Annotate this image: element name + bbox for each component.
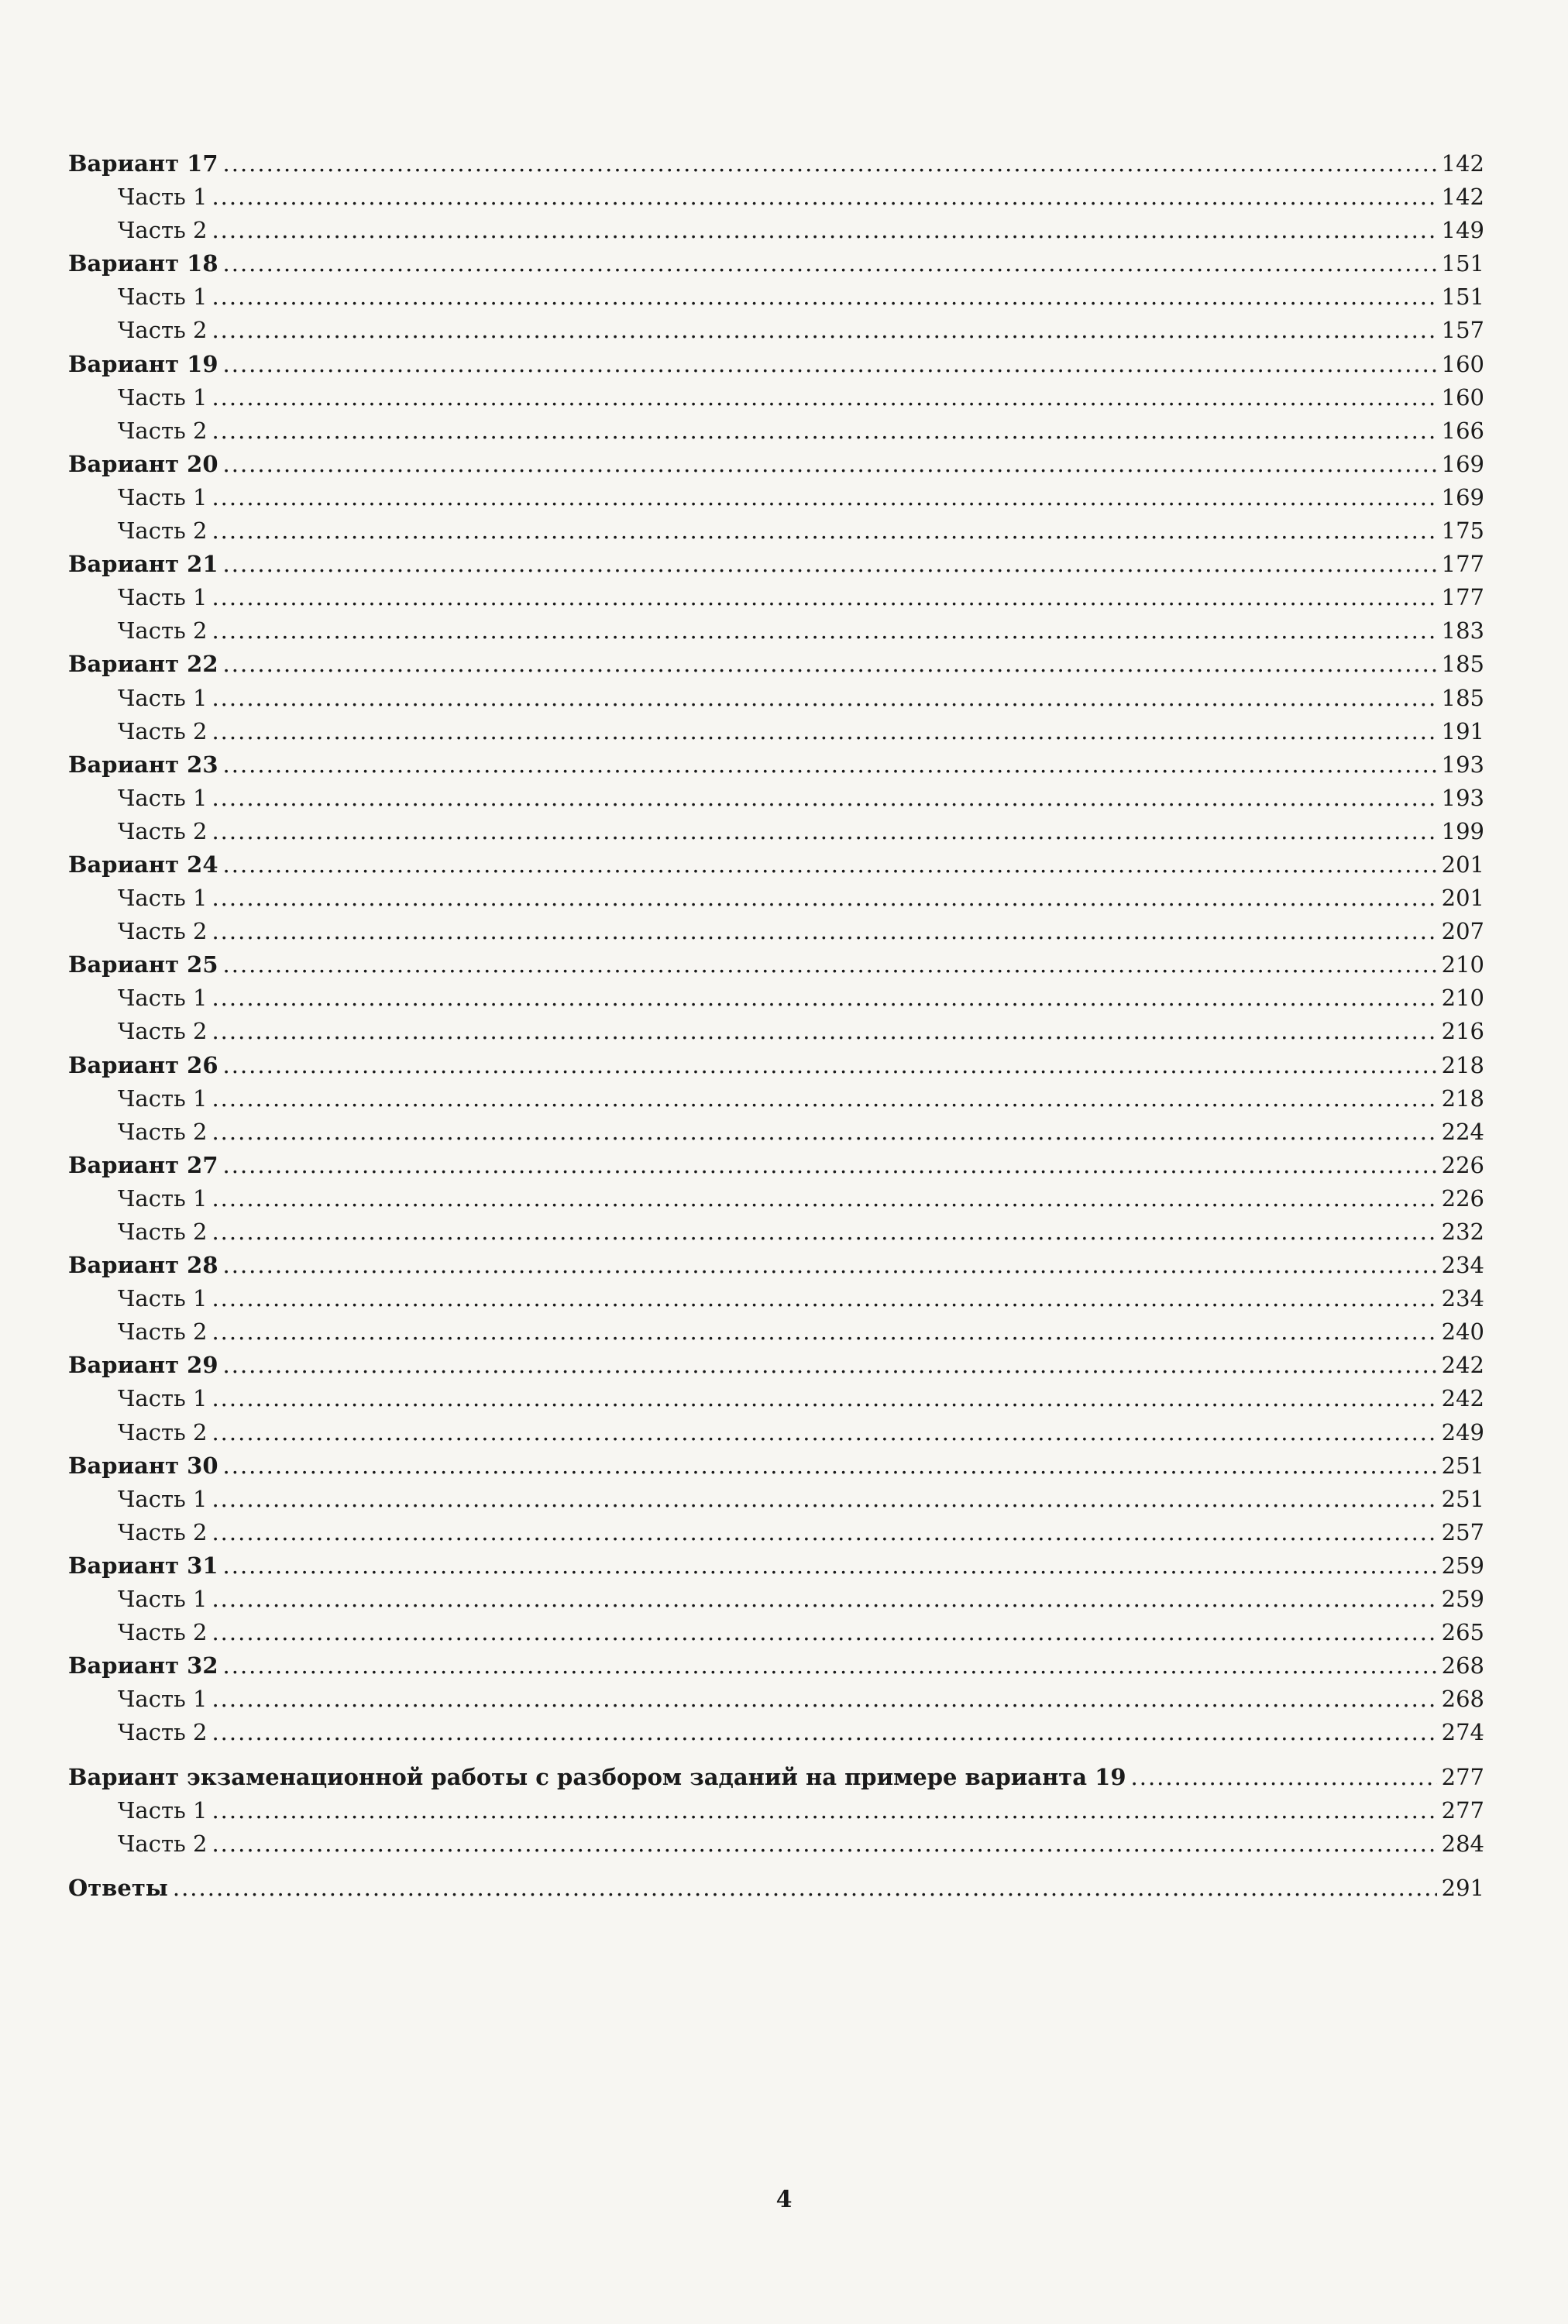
toc-entry-page: 149 [1441, 217, 1484, 244]
toc-entry-variant [68, 1449, 1484, 1483]
toc-entry-label: Вариант 31 [68, 1552, 218, 1579]
toc-entry-page: 251 [1441, 1485, 1484, 1512]
toc-entry-variant [68, 1549, 1484, 1583]
toc-entry-variant [68, 448, 1484, 481]
toc-entry-page: 193 [1441, 784, 1484, 811]
dot-leader [211, 882, 1436, 915]
toc-entry-part [68, 614, 1484, 648]
toc-entry-page: 277 [1441, 1763, 1484, 1790]
toc-entry-variant [68, 748, 1484, 782]
dot-leader [223, 1049, 1437, 1082]
toc-entry-part [68, 1616, 1484, 1649]
toc-entry-part [68, 1483, 1484, 1516]
toc-entry-label: Часть 2 [118, 417, 208, 444]
toc-entry-part [68, 1683, 1484, 1716]
toc-entry-label: Вариант 24 [68, 851, 218, 878]
toc-entry-variant [68, 948, 1484, 982]
toc-entry-page: 265 [1441, 1619, 1484, 1646]
dot-leader [1131, 1761, 1437, 1794]
toc-entry-page: 185 [1441, 684, 1484, 711]
toc-entry-page: 218 [1441, 1051, 1484, 1078]
toc-entry-label: Вариант 20 [68, 450, 218, 477]
toc-entry-label: Часть 2 [118, 918, 208, 945]
dot-leader [211, 280, 1436, 314]
toc-entry-label: Часть 2 [118, 717, 208, 744]
toc-entry-label: Часть 2 [118, 1318, 208, 1346]
toc-entry-part [68, 982, 1484, 1015]
toc-entry-page: 191 [1441, 717, 1484, 744]
toc-entry-label: Вариант 25 [68, 951, 218, 978]
dot-leader [211, 815, 1436, 848]
toc-entry-label: Часть 1 [118, 383, 208, 411]
toc-entry-label: Часть 1 [118, 584, 208, 611]
toc-entry-label: Вариант 26 [68, 1051, 218, 1078]
dot-leader [211, 915, 1436, 948]
dot-leader [223, 748, 1437, 782]
toc-entry-part [68, 682, 1484, 715]
toc-entry-part [68, 414, 1484, 448]
dot-leader [211, 514, 1436, 548]
toc-entry-page: 183 [1441, 617, 1484, 645]
dot-leader [211, 1683, 1436, 1716]
toc-entry-label: Часть 1 [118, 985, 208, 1012]
dot-leader [223, 1549, 1437, 1583]
toc-entry-label: Часть 1 [118, 483, 208, 511]
toc-entry-page: 268 [1441, 1686, 1484, 1713]
toc-entry-variant [68, 1149, 1484, 1182]
toc-entry-label: Часть 2 [118, 1018, 208, 1045]
toc-entry-variant [68, 1249, 1484, 1282]
toc-entry-variant [68, 1349, 1484, 1382]
dot-leader [173, 1872, 1437, 1905]
toc-entry-label: Вариант 21 [68, 551, 218, 578]
toc-entry-page: 274 [1441, 1719, 1484, 1746]
toc-entry-label: Вариант 18 [68, 250, 218, 277]
toc-entry-label: Часть 1 [118, 885, 208, 912]
toc-entry-label: Часть 1 [118, 684, 208, 711]
dot-leader [223, 1149, 1437, 1182]
dot-leader [211, 1116, 1436, 1149]
toc-entry-page: 177 [1441, 584, 1484, 611]
toc-entry-page: 210 [1441, 985, 1484, 1012]
toc-entry-label: Вариант 30 [68, 1452, 218, 1479]
dot-leader [223, 1449, 1437, 1483]
dot-leader [211, 982, 1436, 1015]
toc-entry-label: Часть 1 [118, 284, 208, 311]
toc-entry-page: 226 [1441, 1184, 1484, 1212]
toc-entry-page: 249 [1441, 1418, 1484, 1446]
toc-entry-page: 234 [1441, 1285, 1484, 1312]
toc-entry-page: 257 [1441, 1518, 1484, 1545]
toc-entry-part [68, 280, 1484, 314]
toc-entry-page: 142 [1441, 184, 1484, 211]
dot-leader [211, 1416, 1436, 1449]
toc-entry-page: 177 [1441, 551, 1484, 578]
toc-entry-page: 160 [1441, 383, 1484, 411]
toc-entry-part [68, 815, 1484, 848]
toc-entry-label: Вариант 29 [68, 1352, 218, 1379]
toc-entry-page: 207 [1441, 918, 1484, 945]
toc-entry-part [68, 1516, 1484, 1549]
toc-entry-part [68, 1215, 1484, 1249]
dot-leader [223, 247, 1437, 280]
toc-entry-label: Часть 2 [118, 817, 208, 844]
toc-entry-page: 175 [1441, 517, 1484, 545]
dot-leader [211, 1282, 1436, 1315]
dot-leader [223, 448, 1437, 481]
toc-entry-label: Часть 2 [118, 617, 208, 645]
toc-entry-label: Часть 1 [118, 1085, 208, 1112]
toc-entry-label: Часть 1 [118, 1285, 208, 1312]
dot-leader [211, 180, 1436, 214]
toc-entry-part [68, 1015, 1484, 1048]
toc-entry-label: Часть 2 [118, 1118, 208, 1145]
toc-entry-label: Часть 1 [118, 1586, 208, 1613]
toc-entry-part [68, 1827, 1484, 1861]
toc-entry-page: 151 [1441, 250, 1484, 277]
toc-entry-part [68, 782, 1484, 815]
toc-entry-part [68, 581, 1484, 614]
toc-entry-part [68, 1416, 1484, 1449]
toc-entry-page: 169 [1441, 483, 1484, 511]
toc-entry-page: 224 [1441, 1118, 1484, 1145]
dot-leader [211, 1082, 1436, 1116]
toc-entry-label: Вариант 17 [68, 150, 218, 177]
toc-entry-label: Часть 1 [118, 784, 208, 811]
toc-entry-label: Вариант 23 [68, 751, 218, 778]
toc-entry-label: Часть 1 [118, 1485, 208, 1512]
dot-leader [211, 1215, 1436, 1249]
toc-entry-page: 169 [1441, 450, 1484, 477]
toc-entry-label: Часть 2 [118, 1418, 208, 1446]
dot-leader [211, 481, 1436, 514]
toc-entry-page: 277 [1441, 1796, 1484, 1824]
toc-entry-page: 199 [1441, 817, 1484, 844]
dot-leader [211, 782, 1436, 815]
toc-entry-label: Часть 1 [118, 1796, 208, 1824]
toc-entry-label: Вариант 28 [68, 1252, 218, 1279]
dot-leader [211, 314, 1436, 347]
dot-leader [223, 147, 1437, 180]
toc-entry-variant [68, 348, 1484, 381]
toc-entry-variant [68, 648, 1484, 681]
toc-entry-label: Часть 2 [118, 1830, 208, 1857]
dot-leader [211, 682, 1436, 715]
toc-entry-part [68, 1716, 1484, 1749]
toc-entry-part [68, 915, 1484, 948]
toc-entry-label: Часть 1 [118, 1385, 208, 1412]
toc-entry-part [68, 1382, 1484, 1415]
dot-leader [211, 715, 1436, 748]
dot-leader [223, 548, 1437, 581]
toc-entry-label: Вариант 27 [68, 1151, 218, 1178]
toc-entry-variant [68, 147, 1484, 180]
toc-entry-part [68, 1315, 1484, 1349]
toc-entry-page: 201 [1441, 885, 1484, 912]
dot-leader [211, 1583, 1436, 1616]
toc-entry-variant [68, 247, 1484, 280]
toc-entry-label: Вариант 22 [68, 651, 218, 678]
toc-entry-page: 218 [1441, 1085, 1484, 1112]
dot-leader [211, 1794, 1436, 1827]
toc-entry-page: 259 [1441, 1586, 1484, 1613]
toc-entry-page: 157 [1441, 317, 1484, 344]
toc-entry-page: 242 [1441, 1385, 1484, 1412]
dot-leader [211, 1315, 1436, 1349]
dot-leader [211, 1516, 1436, 1549]
toc-entry-part [68, 1182, 1484, 1215]
dot-leader [223, 848, 1437, 882]
dot-leader [223, 1249, 1437, 1282]
dot-leader [211, 214, 1436, 247]
toc-entry-page: 160 [1441, 350, 1484, 377]
toc-entry-page: 142 [1441, 150, 1484, 177]
toc-entry-page: 185 [1441, 651, 1484, 678]
toc-entry-page: 151 [1441, 284, 1484, 311]
toc-entry-label: Часть 1 [118, 1686, 208, 1713]
dot-leader [211, 581, 1436, 614]
toc-entry-part [68, 314, 1484, 347]
toc-entry-page: 259 [1441, 1552, 1484, 1579]
toc-entry-label: Вариант 19 [68, 350, 218, 377]
toc-entry-part [68, 481, 1484, 514]
dot-leader [211, 1483, 1436, 1516]
toc-entry-label: Вариант 32 [68, 1652, 218, 1679]
toc-entry-part [68, 1583, 1484, 1616]
toc-entry-page: 240 [1441, 1318, 1484, 1346]
toc-entry-variant [68, 848, 1484, 882]
dot-leader [223, 648, 1437, 681]
toc-entry-label: Часть 2 [118, 517, 208, 545]
toc-entry-label: Часть 2 [118, 1719, 208, 1746]
toc-entry-label: Часть 2 [118, 1219, 208, 1245]
toc-entry-page: 193 [1441, 751, 1484, 778]
dot-leader [223, 1349, 1437, 1382]
toc-entry-label: Часть 2 [118, 217, 208, 244]
dot-leader [211, 1616, 1436, 1649]
toc-entry-part [68, 1082, 1484, 1116]
toc-entry-part [68, 1794, 1484, 1827]
page-number: 4 [775, 2186, 793, 2213]
toc-entry-label: Вариант экзаменационной работы с разбором заданий на примере варианта 19 [68, 1763, 1126, 1790]
table-of-contents [68, 147, 1484, 1905]
toc-entry-page: 232 [1441, 1219, 1484, 1245]
toc-entry-label: Часть 2 [118, 317, 208, 344]
dot-leader [223, 1649, 1437, 1683]
toc-entry-part [68, 514, 1484, 548]
toc-entry-part [68, 381, 1484, 414]
dot-leader [211, 1182, 1436, 1215]
toc-entry-page: 226 [1441, 1151, 1484, 1178]
toc-entry-part [68, 180, 1484, 214]
dot-leader [211, 614, 1436, 648]
toc-entry-page: 166 [1441, 417, 1484, 444]
toc-entry-part [68, 1282, 1484, 1315]
toc-entry-label: Часть 1 [118, 184, 208, 211]
toc-entry-page: 284 [1441, 1830, 1484, 1857]
dot-leader [211, 1015, 1436, 1048]
toc-entry-variant [68, 548, 1484, 581]
toc-entry-part [68, 882, 1484, 915]
toc-entry-page: 242 [1441, 1352, 1484, 1379]
dot-leader [223, 948, 1437, 982]
dot-leader [211, 414, 1436, 448]
dot-leader [211, 1827, 1436, 1861]
dot-leader [211, 381, 1436, 414]
dot-leader [211, 1716, 1436, 1749]
toc-entry-label: Часть 2 [118, 1518, 208, 1545]
toc-entry-label: Ответы [68, 1874, 168, 1901]
toc-entry-variant [68, 1761, 1484, 1794]
toc-entry-page: 216 [1441, 1018, 1484, 1045]
toc-entry-variant [68, 1649, 1484, 1683]
toc-entry-page: 234 [1441, 1252, 1484, 1279]
toc-entry-page: 210 [1441, 951, 1484, 978]
toc-entry-page: 291 [1441, 1874, 1484, 1901]
toc-entry-page: 201 [1441, 851, 1484, 878]
toc-entry-label: Часть 1 [118, 1184, 208, 1212]
toc-entry-part [68, 214, 1484, 247]
toc-entry-part [68, 715, 1484, 748]
toc-entry-variant [68, 1872, 1484, 1905]
toc-entry-page: 268 [1441, 1652, 1484, 1679]
toc-entry-label: Часть 2 [118, 1619, 208, 1646]
dot-leader [223, 348, 1437, 381]
toc-entry-variant [68, 1049, 1484, 1082]
dot-leader [211, 1382, 1436, 1415]
toc-entry-part [68, 1116, 1484, 1149]
toc-entry-page: 251 [1441, 1452, 1484, 1479]
